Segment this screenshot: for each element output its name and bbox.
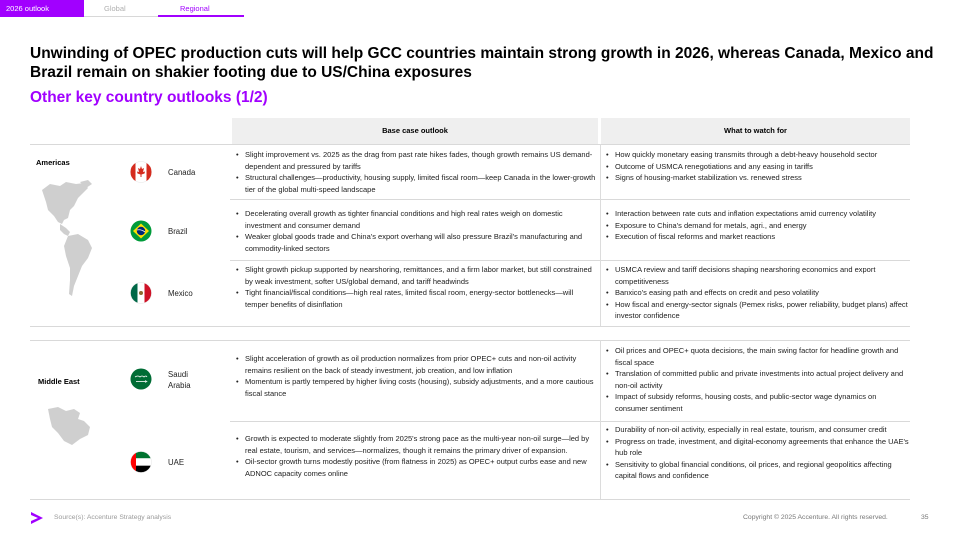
mexico-what-to-watch (604, 264, 910, 322)
bullet-item: • Decelerating overall growth as tighter financial conditions and high real rates weigh on domestic investment and consumer demand (234, 208, 596, 231)
nav-divider (84, 16, 158, 17)
bullet-item: • Tight financial/fiscal conditions—high real rates, limited fiscal room, energy-sector bottlenecks—will temper benefits of disinflation (234, 287, 596, 310)
row-divider (230, 260, 910, 261)
row-divider (230, 199, 910, 200)
bullet-item: • Slight growth pickup supported by nearshoring, remittances, and a firm labor market, but still constrained by weak investment, softer US/global demand, and tariff headwinds (234, 264, 596, 287)
column-header-base-case: Base case outlook (232, 118, 598, 144)
middle-east-map-icon (44, 405, 94, 449)
canada-base-case (234, 149, 596, 195)
bullet-item: • Signs of housing-market stabilization vs. renewed stress (604, 172, 910, 184)
row-divider (30, 144, 910, 145)
canada-flag-icon (130, 161, 152, 183)
row-divider (30, 499, 910, 500)
tab-global[interactable]: Global (104, 4, 126, 13)
bullet-item: • USMCA review and tariff decisions shaping nearshoring economics and export competitiveness (604, 264, 910, 287)
country-name-mexico: Mexico (168, 289, 193, 298)
bullet-item: • Momentum is partly tempered by higher living costs (housing), subsidy adjustments, and a more cautious fiscal stance (234, 376, 596, 399)
bullet-item: • Slight acceleration of growth as oil production normalizes from prior OPEC+ cuts and non-oil activity remains resilient on the back of steady investment, job creation, and low inflation (234, 353, 596, 376)
bullet-item: • Growth is expected to moderate slightly from 2025's strong pace as the multi-year non-oil surge—led by real estate, tourism, and services—normalizes, though it remains the primary driver of expansion. (234, 433, 598, 456)
bullet-item: • Structural challenges—productivity, housing supply, limited fiscal room—keep Canada in the lower-growth tier of the global multi-speed landscape (234, 172, 596, 195)
bullet-item: • How quickly monetary easing transmits through a debt-heavy household sector (604, 149, 910, 161)
top-navigation (0, 0, 960, 18)
column-divider (600, 144, 601, 326)
bullet-item: • Outcome of USMCA renegotiations and any easing in tariffs (604, 161, 910, 173)
bullet-item: • Weaker global goods trade and China's export overhang will also pressure Brazil's manufacturing and commodity-linked sectors (234, 231, 596, 254)
bullet-item: • Progress on trade, investment, and digital-economy agreements that enhance the UAE's hub role (604, 436, 910, 459)
bullet-item: • Banxico's easing path and effects on credit and peso volatility (604, 287, 910, 299)
footer-copyright: Copyright © 2025 Accenture. All rights reserved. (743, 514, 888, 521)
country-name-canada: Canada (168, 168, 196, 177)
bullet-item: • Slight improvement vs. 2025 as the drag from past rate hikes fades, though growth remains US demand-dependent and pressured by tariffs (234, 149, 596, 172)
uae-base-case (234, 433, 598, 479)
canada-what-to-watch (604, 149, 910, 184)
bullet-item: • Oil prices and OPEC+ quota decisions, the main swing factor for headline growth and fiscal space (604, 345, 910, 368)
accenture-greater-than-logo-icon (30, 511, 44, 525)
bullet-item: • Durability of non-oil activity, especially in real estate, tourism, and consumer credit (604, 424, 910, 436)
americas-map-icon (36, 180, 104, 300)
country-name-brazil: Brazil (168, 227, 188, 236)
tab-2026-outlook[interactable]: 2026 outlook (0, 0, 84, 17)
bullet-item: • Oil-sector growth turns modestly positive (from flatness in 2025) as OPEC+ output curbs ease and new ADNOC capacity comes online (234, 456, 598, 479)
tab-regional[interactable]: Regional (158, 0, 244, 17)
saudi-arabia-base-case (234, 353, 596, 399)
page-subtitle: Other key country outlooks (1/2) (30, 89, 268, 106)
country-name-saudi-arabia: Saudi Arabia (168, 370, 191, 390)
row-divider (30, 326, 910, 327)
brazil-base-case (234, 208, 596, 254)
column-divider (600, 340, 601, 499)
uae-what-to-watch (604, 424, 910, 482)
column-header-what-to-watch: What to watch for (601, 118, 910, 144)
saudi-arabia-flag-icon (130, 368, 152, 390)
uae-flag-icon (130, 451, 152, 473)
mexico-base-case (234, 264, 596, 310)
country-name-uae: UAE (168, 458, 185, 467)
row-divider (30, 340, 910, 341)
brazil-flag-icon (130, 220, 152, 242)
bullet-item: • Translation of committed public and private investments into actual project delivery and non-oil activity (604, 368, 910, 391)
page-title: Unwinding of OPEC production cuts will help GCC countries maintain strong growth in 2026, whereas Canada, Mexico and Brazil remain on shakier footing due to US/China exposures (30, 45, 934, 81)
bullet-item: • Execution of fiscal reforms and market reactions (604, 231, 910, 243)
mexico-flag-icon (130, 282, 152, 304)
bullet-item: • Exposure to China's demand for metals, agri., and energy (604, 220, 910, 232)
footer-source: Source(s): Accenture Strategy analysis (54, 514, 172, 521)
bullet-item: • Interaction between rate cuts and inflation expectations amid currency volatility (604, 208, 910, 220)
region-label-middle-east: Middle East (38, 377, 80, 386)
bullet-item: • Sensitivity to global financial conditions, oil prices, and regional geopolitics affecting capital flows and confidence (604, 459, 910, 482)
saudi-arabia-what-to-watch (604, 345, 910, 414)
bullet-item: • Impact of subsidy reforms, housing costs, and public-sector wage dynamics on consumer sentiment (604, 391, 910, 414)
bullet-item: • How fiscal and energy-sector signals (Pemex risks, power reliability, budget plans) affect investor confidence (604, 299, 910, 322)
region-label-americas: Americas (36, 158, 70, 167)
brazil-what-to-watch (604, 208, 910, 243)
page-number: 35 (921, 514, 929, 521)
row-divider (230, 421, 910, 422)
